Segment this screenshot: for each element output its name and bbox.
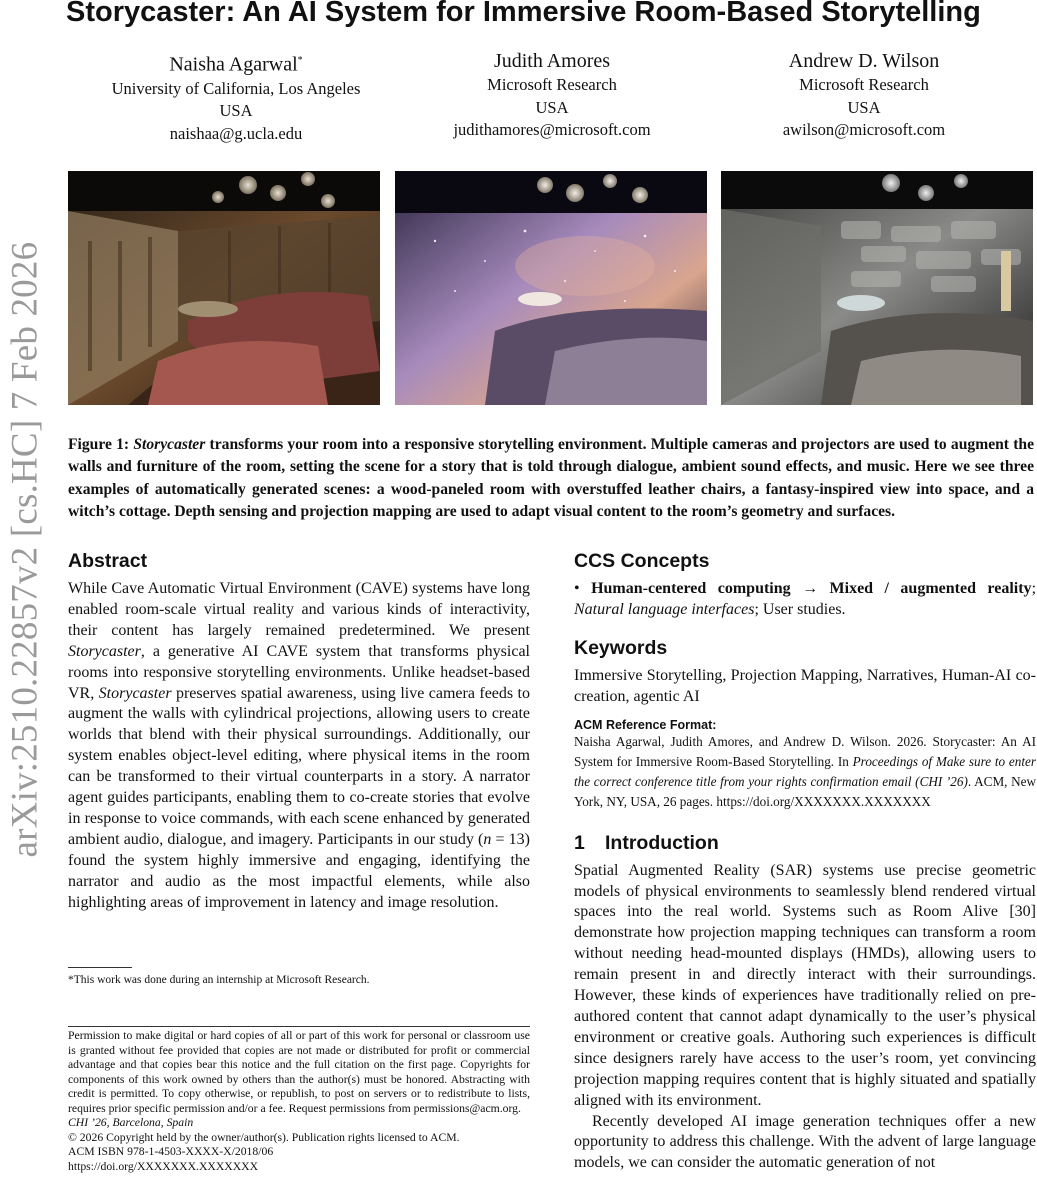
figure-label: Figure 1:	[68, 436, 130, 453]
scene-photo-space	[395, 171, 707, 405]
scene-photo-wood-room	[68, 171, 380, 405]
caption-text: transforms your room into a responsive storytelling environment. Multiple cameras and projectors are used to augment the walls and furniture of the room, setting the scene for a story that is told through dialogue, ambient sound effects, and music. Here we see three examples of automatically generated scenes: a wood-paneled room with overstuffed leather chairs, a fantasy-inspired view into space, and a witch’s cottage. Depth sensing and projection mapping are used to adapt visual content to the room’s geometry and surfaces.	[68, 436, 1035, 521]
introduction-paragraph-1: Spatial Augmented Reality (SAR) systems use precise geometric models of physical environments to seamlessly blend rendered virtual spaces into the real world. Systems such as Room Alive [30] demonstrate how projection mapping techniques can transform a room without needing head-mounted displays (HMDs), allowing users to remain present in and directly interact with their surroundings. However, these kinds of experiences have traditionally relied on pre-authored content that cannot adapt dynamically to the user’s physical environment or creative goals. Authoring such experiences is difficult since designers rarely have access to the user’s room, yet convincing projection mapping requires content that is highly situated and spatially aligned with its environment.	[574, 861, 1036, 1109]
doi-link[interactable]: https://doi.org/XXXXXXX.XXXXXXX	[68, 1159, 259, 1173]
author-name: Andrew D. Wilson	[788, 50, 940, 72]
author-2	[426, 48, 678, 142]
section-number: 1	[574, 831, 585, 854]
scene-photo-cottage	[721, 171, 1033, 405]
venue-line: CHI ’26, Barcelona, Spain	[68, 1116, 194, 1129]
reference-format-text: Naisha Agarwal, Judith Amores, and Andrew D. Wilson. 2026. Storycaster: An AI System for Immersive Room-Based Storytelling. In Proceedings of Make sure to enter the correct conference title from your rights confirmation email (CHI ’26). ACM, New York, NY, USA, 26 pages. https://doi.org/XXXXXXX.XXXXXXX	[574, 733, 1037, 809]
footnote-divider	[68, 967, 132, 968]
paper-title: Storycaster: An AI System for Immersive Room-Based Storytelling	[66, 0, 981, 28]
author-name: Judith Amores	[493, 50, 611, 72]
abstract-heading: Abstract	[68, 550, 148, 572]
copyright-line: © 2026 Copyright held by the owner/author(s). Publication rights licensed to ACM.	[68, 1130, 460, 1144]
author-block	[66, 48, 1036, 148]
permission-block	[68, 1029, 530, 1174]
ccs-heading: CCS Concepts	[574, 550, 710, 572]
author-affiliation: Microsoft Research	[487, 75, 617, 94]
abstract-text: While Cave Automatic Virtual Environment (CAVE) systems have long enabled room-scale virtual reality and various kinds of interactivity, their content has largely remained predetermined. We present Storycaster, a generative AI CAVE system that transforms physical rooms into responsive storytelling environments. Unlike headset-based VR, Storycaster preserves spatial awareness, using live camera feeds to augment the walls with cylindrical projections, allowing users to create worlds that blend with their physical surroundings. Additionally, our system enables object-level editing, where physical items in the room can be transformed to their virtual counterparts in a story. A narrator agent guides participants, enabling them to co-create stories that evolve in response to voice commands, with each scene enhanced by generated ambient audio, dialogue, and imagery. Participants in our study (n = 13) found the system highly immersive and engaging, identifying the narrator and audio as the most impactful elements, while also highlighting areas of improvement in latency and image resolution.	[68, 580, 531, 911]
author-email: naishaa@g.ucla.edu	[169, 123, 303, 143]
keywords-heading: Keywords	[574, 636, 668, 659]
permission-text: Permission to make digital or hard copies of all or part of this work for personal or classroom use is granted without fee provided that copies are not made or distributed for profit or commercial advantage and that copies bear this notice and the full citation on the first page. Copyrights for components of this work owned by others than the author(s) must be honored. Abstracting with credit is permitted. To copy otherwise, or republish, to post on servers or to redistribute to lists, requires prior specific permission and/or a fee. Request permissions from permissions@acm.org.	[68, 1029, 530, 1115]
ccs-text: • Human-centered computing → Mixed / augmented reality; Natural language interfaces; User studies.	[574, 580, 1037, 618]
arxiv-identifier: arXiv:2510.22857v2 [cs.HC] 7 Feb 2026	[4, 241, 46, 858]
permission-divider	[68, 1026, 530, 1027]
author-email: awilson@microsoft.com	[782, 120, 946, 139]
author-1	[66, 48, 406, 145]
author-3	[734, 48, 994, 142]
keywords-text: Immersive Storytelling, Projection Mapping, Narratives, Human-AI co-creation, agentic AI	[574, 666, 1036, 705]
author-name: Naisha Agarwal*	[169, 53, 303, 76]
figure-1	[68, 171, 1033, 405]
footnote: *This work was done during an internship at Microsoft Research.	[68, 974, 370, 986]
introduction-paragraph-2: Recently developed AI image generation techniques offer a new opportunity to address this challenge. With the advent of large language models, we can consider the automatic generation of not	[574, 1112, 1036, 1172]
figure-caption	[68, 434, 1034, 524]
right-column	[574, 548, 1036, 1174]
introduction-heading: 1 Introduction	[574, 831, 719, 854]
author-country: USA	[219, 101, 253, 121]
isbn-line: ACM ISBN 978-1-4503-XXXX-X/2018/06	[68, 1145, 274, 1158]
author-country: USA	[535, 97, 569, 117]
author-email: judithamores@microsoft.com	[453, 120, 651, 139]
left-column	[68, 548, 530, 914]
author-affiliation: Microsoft Research	[799, 75, 929, 94]
reference-format-heading: ACM Reference Format:	[574, 717, 717, 732]
author-country: USA	[847, 97, 881, 117]
author-affiliation: University of California, Los Angeles	[111, 78, 361, 98]
system-name: Storycaster	[133, 436, 206, 453]
